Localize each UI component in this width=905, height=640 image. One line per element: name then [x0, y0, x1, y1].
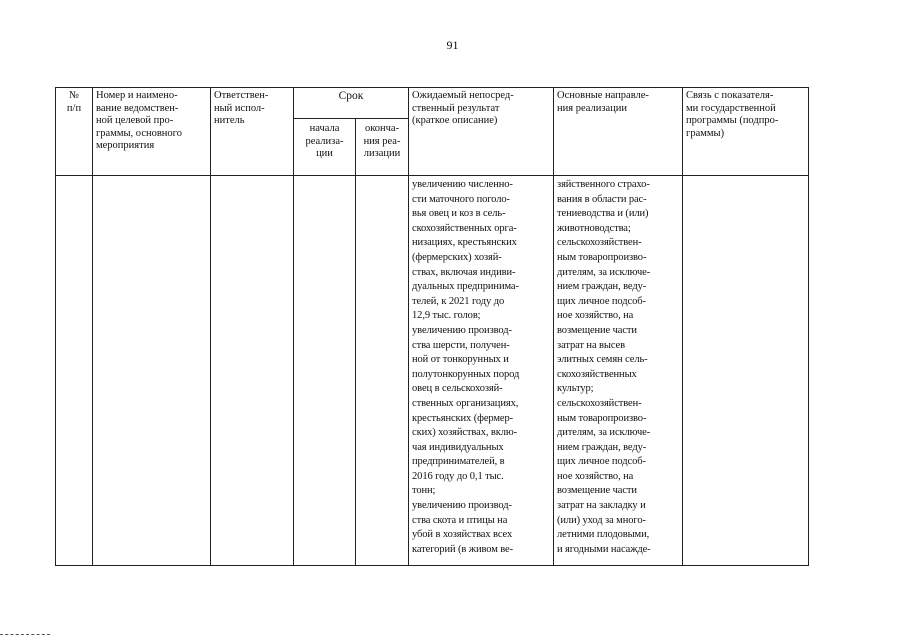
cell-name: [93, 176, 211, 566]
cell-term-end: [356, 176, 409, 566]
cell-num: [56, 176, 93, 566]
scan-edge-mark: [0, 634, 50, 636]
measures-table: [55, 87, 809, 566]
header-name: Номер и наимено- вание ведомствен- ной целевой про- граммы, основного мероприятия: [93, 88, 211, 176]
header-directions: Основные направле- ния реализации: [554, 88, 683, 176]
header-term: Срок: [294, 88, 409, 119]
cell-result: увеличению численно- сти маточного поголо- вья овец и коз в сель- скохозяйственных орга- низациях, крестьянских (фермерских) хозяй- ствах, включая индиви- дуальных предпринима- телей, к 2021 году до 12,9 тыс. голов; увеличению производ- ства шерсти, получен- ной от тонкорунных и полутонкорунных пород овец в сельскохозяй- ственных организациях, крестьянских (фермер- ских) хозяйствах, вклю- чая индивидуальных предпринимателей, в 2016 году до 0,1 тыс. тонн; увеличению производ- ства скота и птицы на убой в хозяйствах всех категорий (в живом ве-: [409, 176, 554, 566]
header-result: Ожидаемый непосред- ственный результат (краткое описание): [409, 88, 554, 176]
header-link: Связь с показателя- ми государственной программы (подпро- граммы): [683, 88, 809, 176]
cell-link: [683, 176, 809, 566]
header-num: № п/п: [56, 88, 93, 176]
page-number: 91: [446, 38, 459, 52]
header-term-end: оконча- ния реа- лизации: [356, 119, 409, 176]
table-row: [56, 176, 809, 566]
cell-responsible: [211, 176, 294, 566]
header-row: [56, 88, 809, 119]
header-term-start: начала реализа- ции: [294, 119, 356, 176]
header-responsible: Ответствен- ный испол- нитель: [211, 88, 294, 176]
cell-directions: зяйственного страхо- вания в области рас- тениеводства и (или) животноводства; сельскохозяйствен- ным товаропроизво- дителям, за исключе- нием граждан, веду- щих личное подсоб- ное хозяйство, на возмещение части затрат на высев элитных семян сель- скохозяйственных культур; сельскохозяйствен- ным товаропроизво- дителям, за исключе- нием граждан, веду- щих личное подсоб- ное хозяйство, на возмещение части затрат на закладку и (или) уход за много- летними плодовыми, и ягодными насажде-: [554, 176, 683, 566]
cell-term-start: [294, 176, 356, 566]
